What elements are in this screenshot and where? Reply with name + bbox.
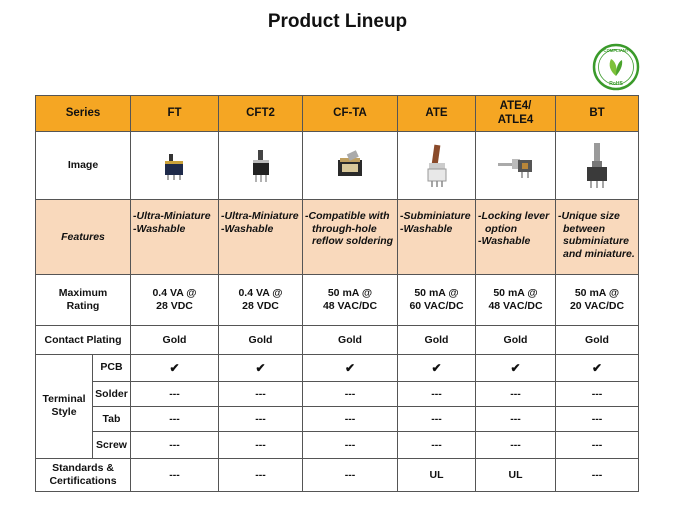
terminal-row-tab xyxy=(36,407,639,432)
svg-text:RoHS: RoHS xyxy=(609,81,623,87)
plating-label: Contact Plating xyxy=(36,326,131,354)
terminal-row-screw xyxy=(36,432,639,458)
terminal-pcb-label: PCB xyxy=(93,354,131,381)
standards-cell: --- xyxy=(219,458,303,491)
terminal-cell: --- xyxy=(131,407,219,432)
terminal-cell: --- xyxy=(556,432,639,458)
rating-cf-ta: 50 mA @ 48 VAC/DC xyxy=(303,274,398,326)
terminal-style-label: Terminal Style xyxy=(36,354,93,458)
series-ft: FT xyxy=(131,96,219,132)
terminal-cell: --- xyxy=(556,407,639,432)
product-image-bt xyxy=(556,132,639,200)
page-title: Product Lineup xyxy=(267,11,408,32)
terminal-screw-label: Screw xyxy=(93,432,131,458)
standards-label: Standards & Certifications xyxy=(36,458,131,491)
terminal-cell: --- xyxy=(131,381,219,406)
terminal-solder-label: Solder xyxy=(93,381,131,406)
standards-cell: --- xyxy=(131,458,219,491)
header-row xyxy=(36,96,639,132)
product-image-cf-ta xyxy=(303,132,398,200)
rating-bt: 50 mA @ 20 VAC/DC xyxy=(556,274,639,326)
standards-cell: --- xyxy=(556,458,639,491)
series-ate: ATE xyxy=(398,96,476,132)
product-image-ft xyxy=(131,132,219,200)
plating-cell: Gold xyxy=(398,326,476,354)
rohs-logo xyxy=(592,43,640,91)
terminal-tab-label: Tab xyxy=(93,407,131,432)
plating-row xyxy=(36,326,639,354)
features-cf-ta: -Compatible with through-hole reflow soldering xyxy=(303,200,398,275)
plating-cell: Gold xyxy=(131,326,219,354)
product-table xyxy=(35,95,639,492)
check-icon: ✔ xyxy=(398,354,476,381)
plating-cell: Gold xyxy=(476,326,556,354)
features-ate: -Subminiature -Washable xyxy=(398,200,476,275)
check-icon: ✔ xyxy=(556,354,639,381)
terminal-cell: --- xyxy=(398,381,476,406)
series-ate4: ATE4/ ATLE4 xyxy=(476,96,556,132)
product-image-ate4 xyxy=(476,132,556,200)
features-bt: -Unique size between subminiature and miniature. xyxy=(556,200,639,275)
check-icon: ✔ xyxy=(303,354,398,381)
image-row xyxy=(36,132,639,200)
rating-ate4: 50 mA @ 48 VAC/DC xyxy=(476,274,556,326)
product-image-cft2 xyxy=(219,132,303,200)
rating-cft2: 0.4 VA @ 28 VDC xyxy=(219,274,303,326)
series-header: Series xyxy=(36,96,131,132)
product-image-ate xyxy=(398,132,476,200)
standards-cell: UL xyxy=(476,458,556,491)
terminal-cell: --- xyxy=(131,432,219,458)
features-label: Features xyxy=(36,200,131,275)
terminal-cell: --- xyxy=(476,432,556,458)
image-label: Image xyxy=(36,132,131,200)
plating-cell: Gold xyxy=(556,326,639,354)
check-icon: ✔ xyxy=(476,354,556,381)
terminal-cell: --- xyxy=(219,407,303,432)
check-icon: ✔ xyxy=(219,354,303,381)
rating-row xyxy=(36,274,639,326)
features-cft2: -Ultra-Miniature -Washable xyxy=(219,200,303,275)
terminal-cell: --- xyxy=(556,381,639,406)
plating-cell: Gold xyxy=(219,326,303,354)
rating-label: Maximum Rating xyxy=(36,274,131,326)
features-row xyxy=(36,200,639,275)
series-cf-ta: CF-TA xyxy=(303,96,398,132)
standards-row xyxy=(36,458,639,491)
terminal-cell: --- xyxy=(476,407,556,432)
terminal-cell: --- xyxy=(303,432,398,458)
standards-cell: UL xyxy=(398,458,476,491)
terminal-cell: --- xyxy=(476,381,556,406)
svg-text:COMPLIANT: COMPLIANT xyxy=(603,48,629,53)
series-bt: BT xyxy=(556,96,639,132)
rating-ft: 0.4 VA @ 28 VDC xyxy=(131,274,219,326)
standards-cell: --- xyxy=(303,458,398,491)
terminal-cell: --- xyxy=(219,381,303,406)
series-cft2: CFT2 xyxy=(219,96,303,132)
terminal-cell: --- xyxy=(219,432,303,458)
terminal-cell: --- xyxy=(303,381,398,406)
terminal-row-pcb xyxy=(36,354,639,381)
terminal-row-solder xyxy=(36,381,639,406)
features-ate4: -Locking lever option -Washable xyxy=(476,200,556,275)
plating-cell: Gold xyxy=(303,326,398,354)
rating-ate: 50 mA @ 60 VAC/DC xyxy=(398,274,476,326)
terminal-cell: --- xyxy=(303,407,398,432)
check-icon: ✔ xyxy=(131,354,219,381)
terminal-cell: --- xyxy=(398,407,476,432)
terminal-cell: --- xyxy=(398,432,476,458)
features-ft: -Ultra-Miniature -Washable xyxy=(131,200,219,275)
